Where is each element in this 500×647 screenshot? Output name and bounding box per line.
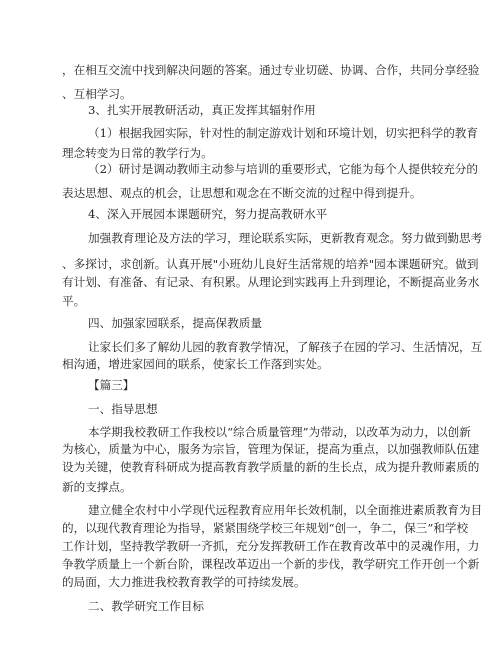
body-text-line: 工作计划，坚持教学教研一齐抓，充分发挥教研工作在教育改革中的灵魂作用，力 <box>62 539 480 553</box>
body-text-line: 新的支撑点。 <box>62 480 132 494</box>
body-text-line: 相沟通，增进家园间的联系，使家长工作落到实处。 <box>62 357 329 371</box>
body-text-line: 理念转变为日常的教学行为。 <box>62 146 213 160</box>
body-text-line: 有计划、有准备、有记录、有积累。从理论到实践再上升到理论，不断提高业务水 <box>62 275 480 289</box>
body-text-line: 让家长们多了解幼儿园的教育教学情况，了解孩子在园的学习、生活情况，互 <box>88 340 483 354</box>
section-heading: 一、指导思想 <box>88 402 158 416</box>
body-text-line: 的局面，大力推进我校教育教学的可持续发展。 <box>62 575 306 589</box>
section-marker: 【篇三】 <box>88 378 135 392</box>
body-text-line: 的，以现代教育理论为指导，紧紧围绕学校三年规划“创一，争二，保三”和学校 <box>62 521 469 535</box>
body-text-line: 表达思想、观点的机会，让思想和观念在不断交流的过程中得到提升。 <box>62 186 422 200</box>
section-heading: 二、教学研究工作目标 <box>88 599 204 613</box>
section-heading: 4、深入开展园本课题研究，努力提高教研水平 <box>88 207 328 221</box>
body-text-line: 建立健全农村中小学现代远程教育应用年长效机制，以全面推进素质教育为目 <box>88 503 483 517</box>
body-text-line: （2）研讨是调动教师主动参与培训的重要形式，它能为每个人提供较充分的 <box>88 162 478 176</box>
body-text-line: 、互相学习。 <box>62 87 132 101</box>
body-text-line: 、多探讨，求创新。认真开展"小班幼儿良好生活常规的培养"园本课题研究。做到 <box>62 257 479 271</box>
body-text-line: 为核心，质量为中心，服务为宗旨，管理为保证，提高为重点，以加强教师队伍建 <box>62 442 480 456</box>
body-text-line: 平。 <box>62 294 86 308</box>
body-text-line: 设为关键，使教育科研成为提高教育教学质量的新的生长点，成为提升教师素质的 <box>62 460 480 474</box>
body-text-line: 加强教育理论及方法的学习，理论联系实际，更新教育观念。努力做到勤思考 <box>88 231 483 245</box>
body-text-line: 本学期我校教研工作我校以“综合质量管理”为带动，以改革为动力，以创新 <box>88 425 471 439</box>
body-text-line: （1）根据我园实际，针对性的制定游戏计划和环境计划，切实把科学的教育 <box>88 126 478 140</box>
section-heading: 3、扎实开展教研活动，真正发挥其辐射作用 <box>88 103 316 117</box>
body-text-line: ，在相互交流中找到解决问题的答案。通过专业切磋、协调、合作，共同分享经验 <box>62 63 480 77</box>
section-heading: 四、加强家园联系，提高保教质量 <box>88 316 262 330</box>
body-text-line: 争教学质量上一个新台阶，课程改革迈出一个新的步伐，教学研究工作开创一个新 <box>62 557 480 571</box>
